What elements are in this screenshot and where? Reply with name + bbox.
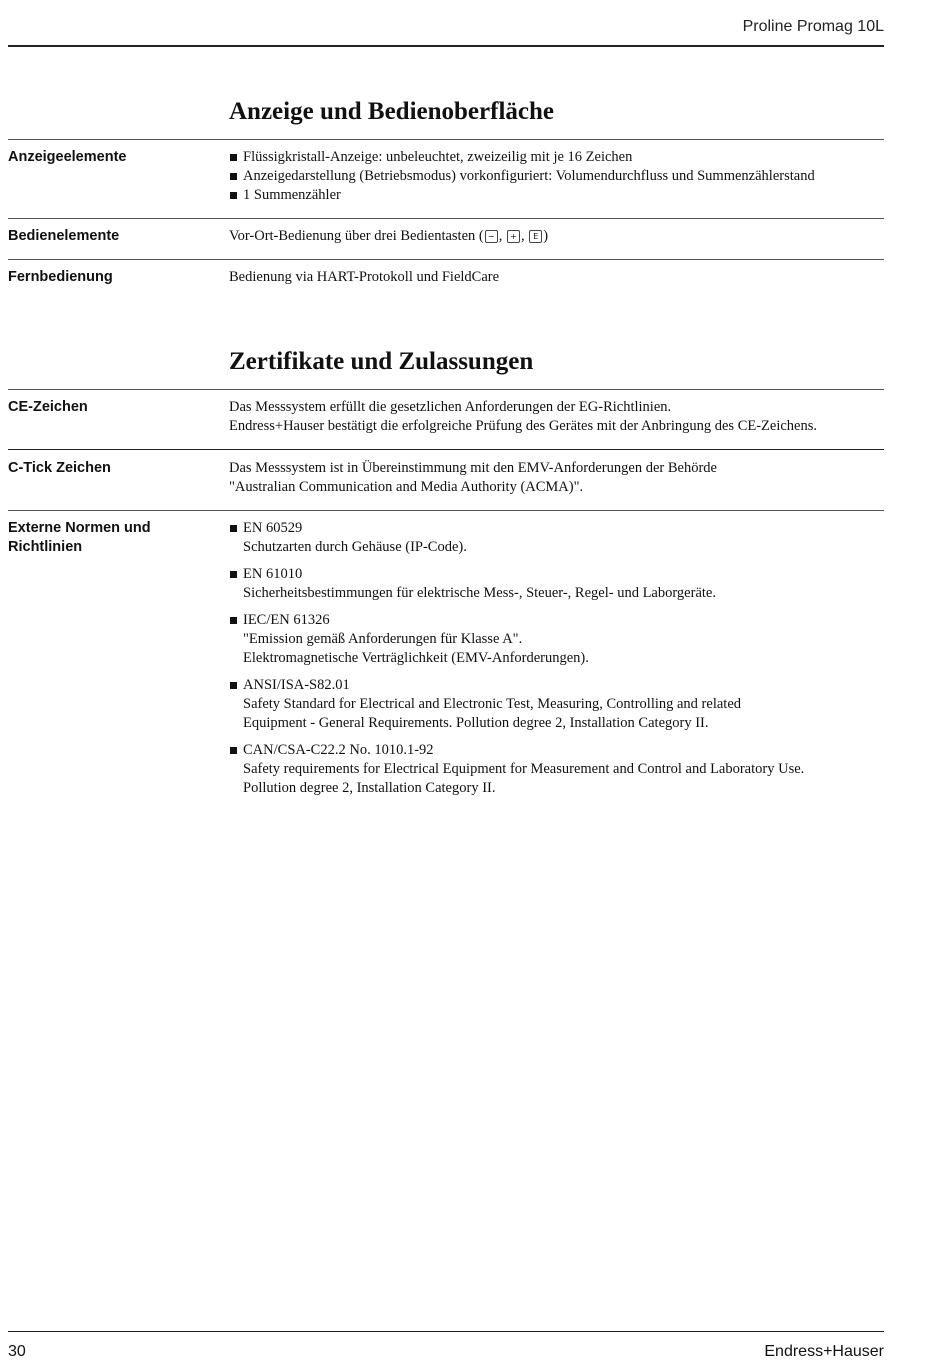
bullet-list [229,148,879,205]
row-content-bedienelemente: Vor-Ort-Bedienung über drei Bedientasten ( − , + , E ) [229,228,549,244]
list-item: EN 60529 Schutzarten durch Gehäuse (IP-Code). [229,519,879,557]
row-content-ce-zeichen: Das Messsystem erfüllt die gesetzlichen Anforderungen der EG-Richtlinien. Endress+Hauser bestätigt die erfolgreiche Prüfung des Gerätes mit der Anbringung des CE-Zeichens. [229,399,818,434]
bullet-square-icon [230,525,237,532]
list-item: Flüssigkristall-Anzeige: unbeleuchtet, zweizeilig mit je 16 Zeichen [229,148,879,167]
page-number: 30 [8,1343,26,1360]
row-content-anzeigeelemente [229,148,879,205]
row-label-bedienelemente: Bedienelemente [8,228,120,244]
bullet-square-icon [230,173,237,180]
row-divider [8,259,884,260]
bullet-square-icon [230,571,237,578]
list-item: 1 Summenzähler [229,186,879,205]
list-item: ANSI/ISA-S82.01 Safety Standard for Electrical and Electronic Test, Measuring, Controlling and related Equipment - General Requirements. Pollution degree 2, Installation Category II. [229,676,879,733]
bullet-square-icon [230,154,237,161]
row-divider [8,389,884,390]
row-divider [8,139,884,140]
footer-divider [8,1331,884,1332]
document-title: Proline Promag 10L [742,18,884,35]
row-divider [8,510,884,511]
row-label-c-tick: C-Tick Zeichen [8,460,111,476]
standards-list [229,519,879,798]
bullet-square-icon [230,747,237,754]
section-heading-zertifikate: Zertifikate und Zulassungen [229,348,534,375]
row-label-ce-zeichen: CE-Zeichen [8,399,88,415]
plus-key-icon: + [507,230,520,243]
row-divider [8,218,884,219]
row-label-anzeigeelemente: Anzeigeelemente [8,149,127,165]
row-content-c-tick: Das Messsystem ist in Übereinstimmung mit den EMV-Anforderungen der Behörde "Australian Communication and Media Authority (ACMA)". [229,460,717,495]
list-item: IEC/EN 61326 "Emission gemäß Anforderungen für Klasse A". Elektromagnetische Verträglichkeit (EMV-Anforderungen). [229,611,879,668]
row-content-externe-normen [229,519,879,798]
header-divider [8,45,884,47]
bullet-square-icon [230,617,237,624]
bullet-square-icon [230,682,237,689]
row-label-externe-normen: Externe Normen und Richtlinien [8,520,151,555]
section-heading-anzeige: Anzeige und Bedienoberfläche [229,98,554,125]
minus-key-icon: − [485,230,498,243]
list-item: EN 61010 Sicherheitsbestimmungen für elektrische Mess-, Steuer-, Regel- und Laborgeräte. [229,565,879,603]
list-item: Anzeigedarstellung (Betriebsmodus) vorkonfiguriert: Volumendurchfluss und Summenzählerstand [229,167,879,186]
enter-key-icon: E [529,230,542,243]
row-label-fernbedienung: Fernbedienung [8,269,113,285]
footer-brand: Endress+Hauser [764,1343,884,1360]
row-content-fernbedienung: Bedienung via HART-Protokoll und FieldCare [229,269,500,285]
row-divider [8,449,884,450]
bullet-square-icon [230,192,237,199]
list-item: CAN/CSA-C22.2 No. 1010.1-92 Safety requirements for Electrical Equipment for Measurement and Control and Laboratory Use. Pollution degree 2, Installation Category II. [229,741,879,798]
